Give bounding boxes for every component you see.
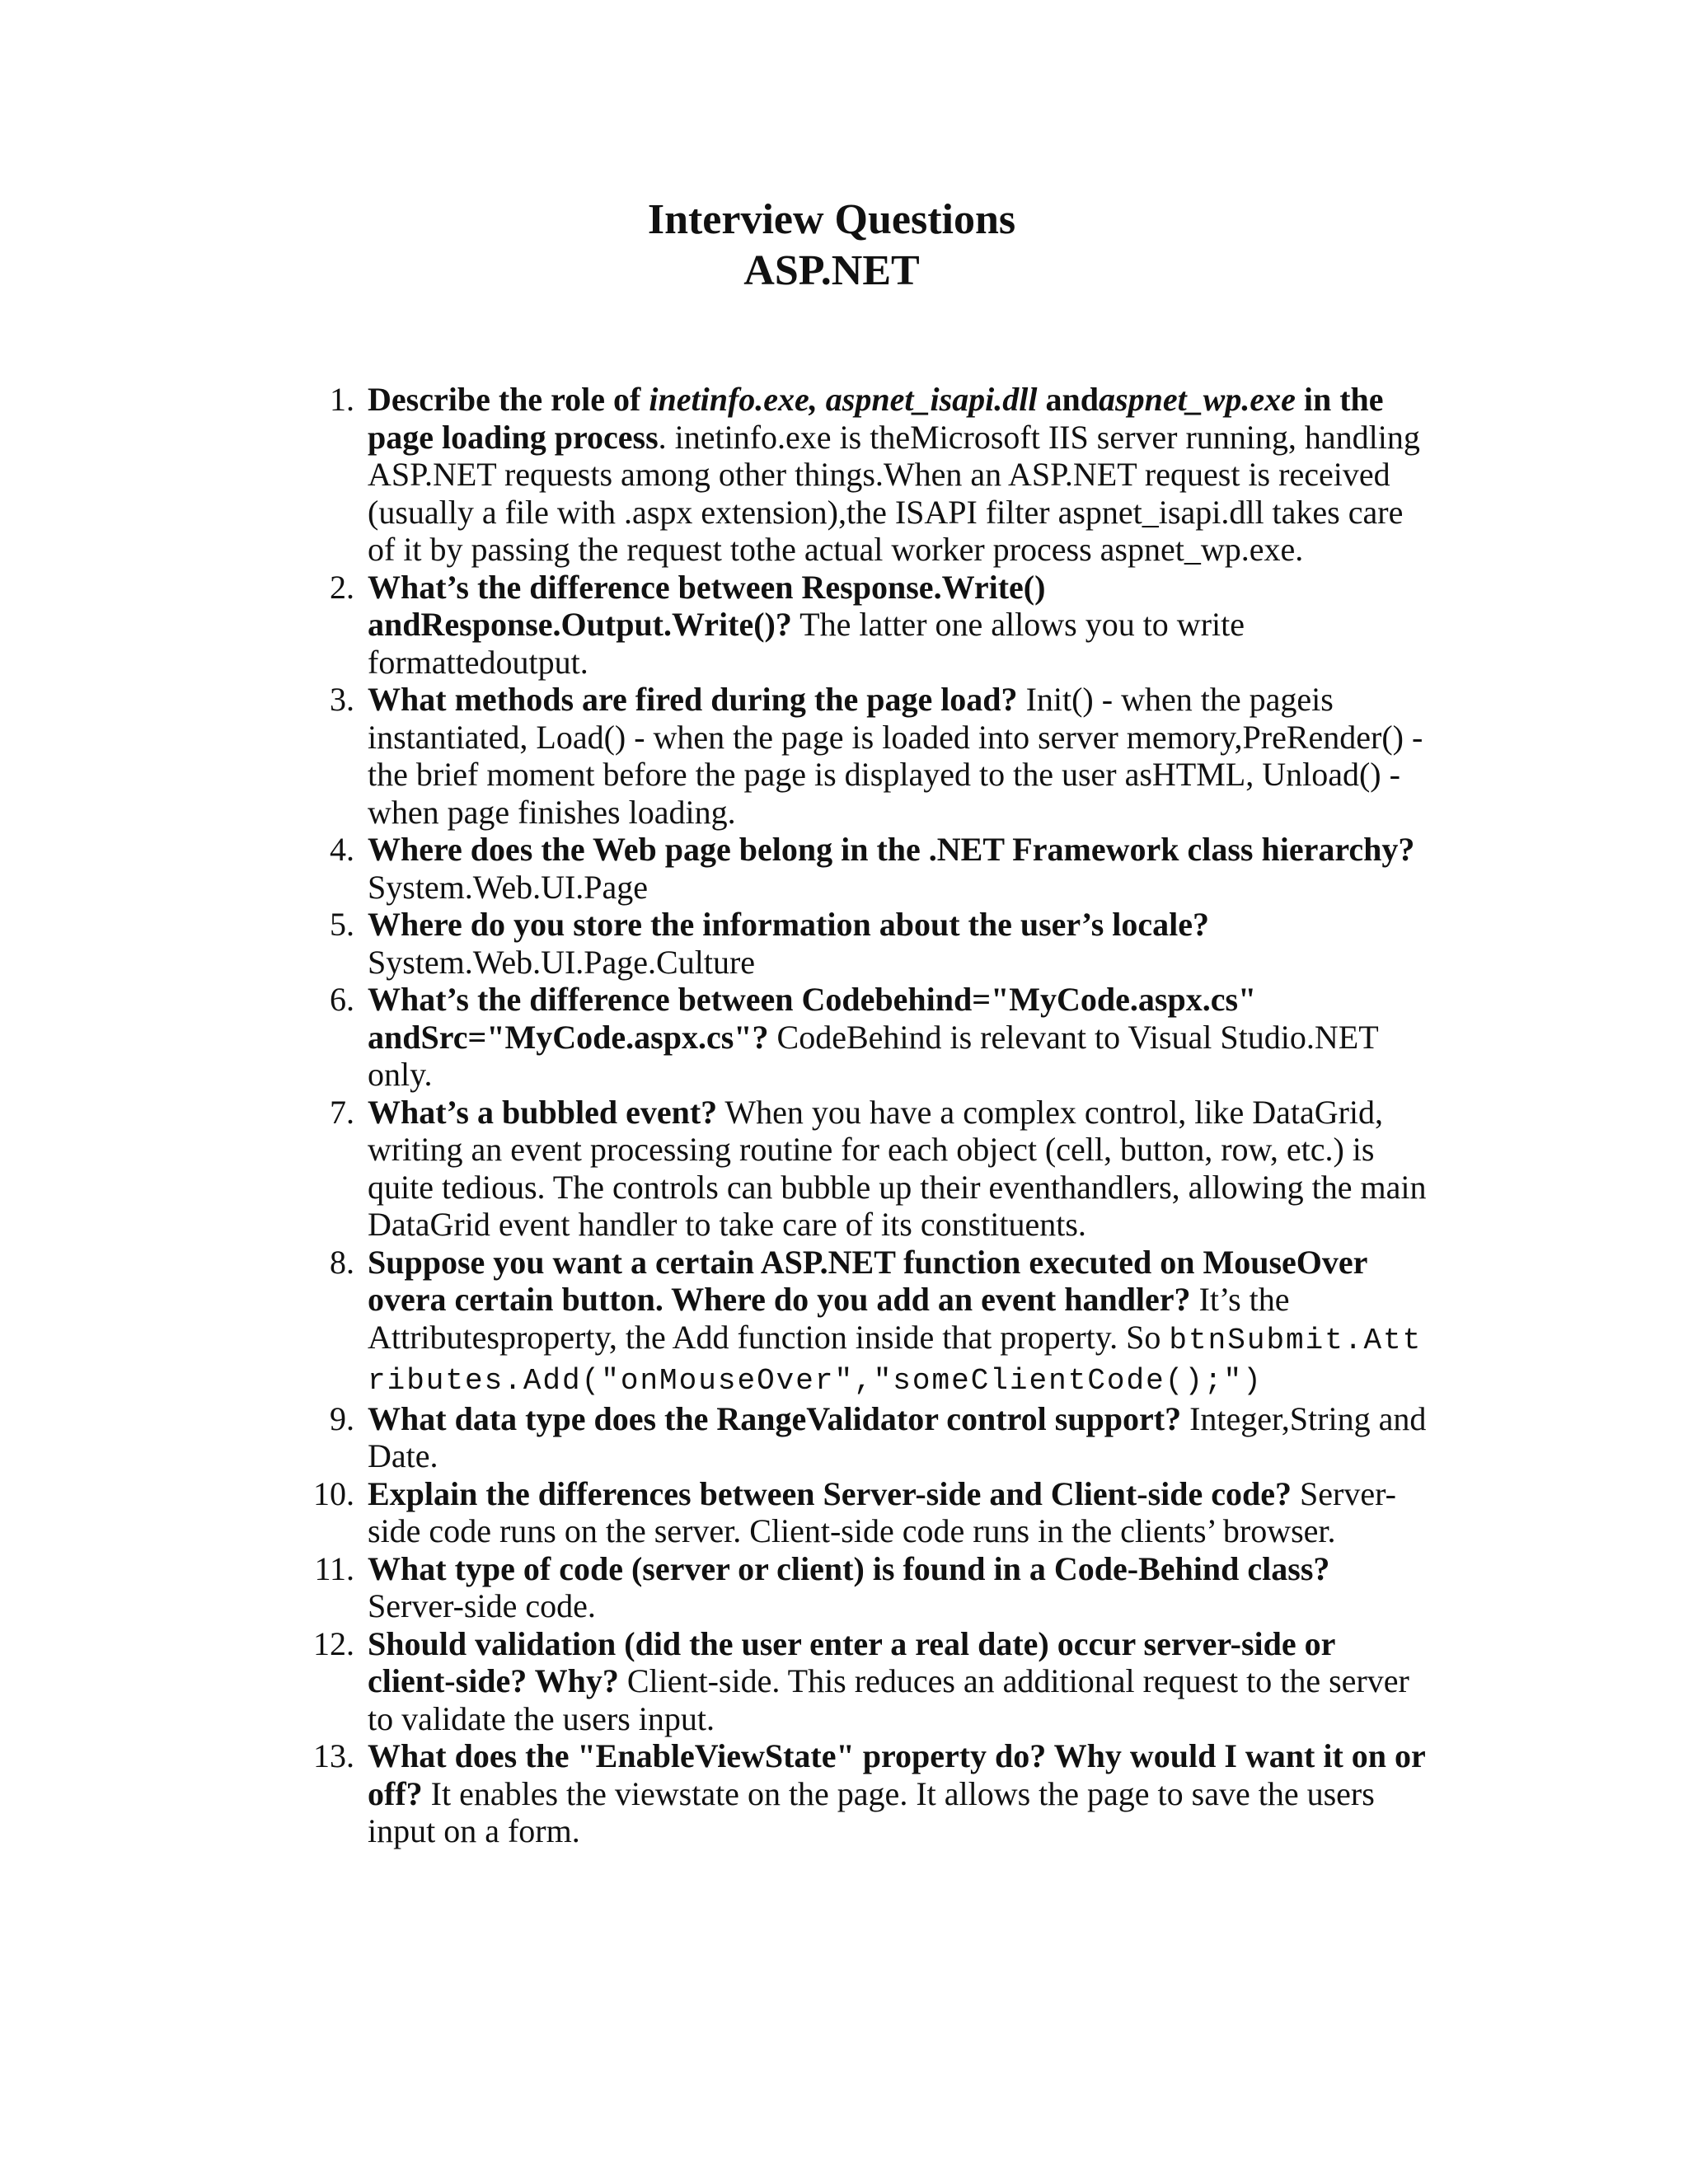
- question-text: What data type does the RangeValidator control support?: [368, 1399, 1182, 1437]
- question-text: Suppose you want a certain ASP.NET function executed on MouseOver overa certain button. Where do you add an event handler?: [368, 1243, 1367, 1318]
- answer-text: . inetinfo.exe is theMicrosoft IIS server running, handling ASP.NET requests among other things.When an ASP.NET request is received (usually a file with .aspx extension),the ISAPI filter aspnet_isapi.dll takes care of it by passing the request tothe actual worker process aspnet_wp.exe.: [368, 418, 1420, 568]
- question-text: Describe the role of inetinfo.exe, aspnet_isapi.dll andaspnet_wp.exe in the page loading process: [368, 381, 1384, 456]
- answer-text: The latter one allows you to write formattedoutput.: [368, 606, 1245, 681]
- title-line-2: ASP.NET: [743, 247, 920, 294]
- question-item-10: [313, 1474, 1431, 1550]
- question-number: 9.: [330, 1399, 354, 1437]
- question-text: Should validation (did the user enter a real date) occur server-side or client-side? Why?: [368, 1624, 1335, 1699]
- question-list: [313, 381, 1431, 1850]
- question-item-9: [318, 1400, 1431, 1475]
- code-snippet: btnSubmit.Attributes.Add("onMouseOver","someClientCode();"): [368, 1323, 1423, 1398]
- question-item-1: [318, 381, 1431, 569]
- question-number: 6.: [330, 981, 354, 1018]
- question-item-8: [318, 1244, 1431, 1400]
- answer-text: Server-side code.: [368, 1587, 596, 1624]
- question-item-7: [318, 1094, 1431, 1244]
- title-line-1: Interview Questions: [647, 196, 1016, 243]
- question-item-12: [313, 1624, 1431, 1738]
- answer-text: System.Web.UI.Page.Culture: [368, 943, 756, 981]
- question-number: 8.: [330, 1243, 354, 1281]
- question-text: What methods are fired during the page load?: [368, 681, 1018, 718]
- question-number: 10.: [313, 1474, 354, 1512]
- question-item-2: [318, 569, 1431, 682]
- page-title: [0, 194, 1663, 297]
- answer-text: It’s the Attributesproperty, the Add function inside that property. So: [368, 1281, 1290, 1356]
- question-text: What’s a bubbled event?: [368, 1093, 718, 1131]
- answer-text: CodeBehind is relevant to Visual Studio.NET only.: [368, 1018, 1378, 1093]
- question-text: What does the "EnableViewState" property do? Why would I want it on or off?: [368, 1737, 1426, 1812]
- answer-text: System.Web.UI.Page: [368, 868, 649, 906]
- question-text: Explain the differences between Server-side and Client-side code?: [368, 1474, 1292, 1512]
- question-number: 1.: [330, 381, 354, 418]
- question-number: 3.: [330, 681, 354, 718]
- question-number: 12.: [313, 1624, 354, 1662]
- question-item-3: [318, 681, 1431, 831]
- question-number: 13.: [313, 1737, 354, 1774]
- question-text: Where does the Web page belong in the .NET Framework class hierarchy?: [368, 831, 1415, 868]
- question-text: What’s the difference between Codebehind="MyCode.aspx.cs" andSrc="MyCode.aspx.cs"?: [368, 981, 1257, 1056]
- answer-text: Integer,String and Date.: [368, 1399, 1427, 1474]
- question-number: 7.: [330, 1093, 354, 1131]
- question-number: 4.: [330, 831, 354, 868]
- question-text: What’s the difference between Response.Write() andResponse.Output.Write()?: [368, 568, 1046, 643]
- question-text: Where do you store the information about the user’s locale?: [368, 906, 1210, 943]
- question-text: What type of code (server or client) is found in a Code-Behind class?: [368, 1549, 1330, 1587]
- answer-text: Init() - when the pageis instantiated, Load() - when the page is loaded into server memory,PreRender() - the brief moment before the page is displayed to the user asHTML, Unload() - when page finishes loading.: [368, 681, 1423, 831]
- question-number: 2.: [330, 568, 354, 606]
- question-item-5: [318, 906, 1431, 981]
- answer-text: When you have a complex control, like DataGrid, writing an event processing routine for each object (cell, button, row, etc.) is quite tedious. The controls can bubble up their eventhandlers, allowing the main DataGrid event handler to take care of its constituents.: [368, 1093, 1427, 1243]
- answer-text: Client-side. This reduces an additional request to the server to validate the users input.: [368, 1662, 1409, 1737]
- question-item-4: [318, 831, 1431, 906]
- answer-text: Server-side code runs on the server. Client-side code runs in the clients’ browser.: [368, 1474, 1396, 1549]
- question-item-11: [314, 1549, 1431, 1625]
- question-number: 5.: [330, 906, 354, 943]
- question-number: 11.: [314, 1549, 354, 1587]
- question-item-13: [313, 1737, 1431, 1850]
- question-item-6: [318, 981, 1431, 1094]
- answer-text: It enables the viewstate on the page. It allows the page to save the users input on a form.: [368, 1774, 1375, 1849]
